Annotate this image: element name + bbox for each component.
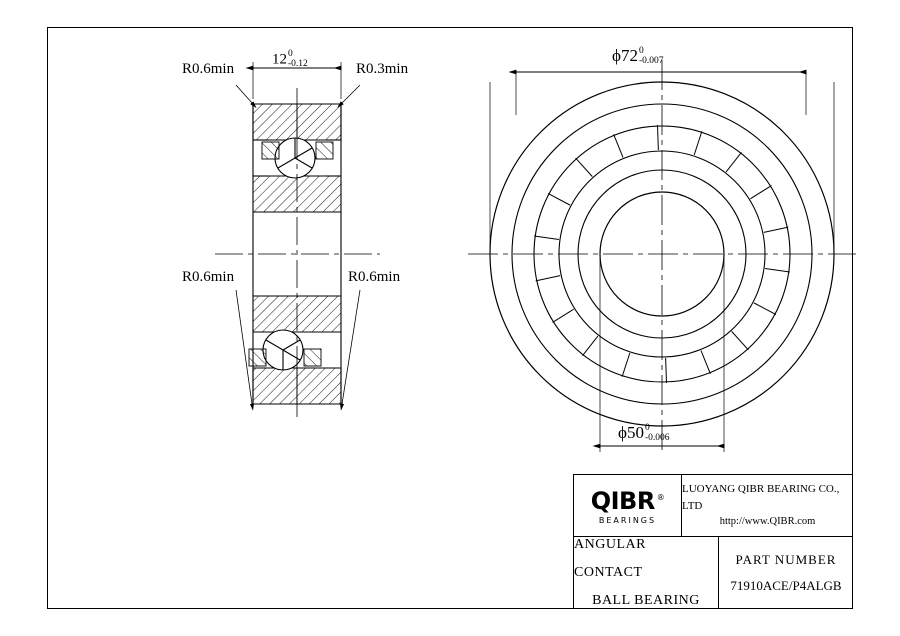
company-info <box>682 481 853 530</box>
dimension-bore-diameter-label: ϕ50 0 -0.006 <box>618 423 670 444</box>
chamfer-note-top-left: R0.6min <box>182 61 235 77</box>
dimension-width-label: 12 0 -0.12 <box>272 49 308 69</box>
front-view <box>468 60 856 452</box>
title-block-header <box>574 475 853 537</box>
product-type <box>574 537 719 609</box>
logo-brand-text: QIBR ® <box>590 486 665 515</box>
title-block <box>573 474 853 609</box>
dimension-outer-diameter-label: ϕ72 0 -0.007 <box>612 46 664 67</box>
registered-trademark-icon: ® <box>656 492 665 502</box>
product-type-line1: ANGULAR CONTACT <box>574 537 646 580</box>
chamfer-note-bottom-left: R0.6min <box>182 269 235 285</box>
company-website[interactable]: http://www.QIBR.com <box>719 516 816 528</box>
chamfer-note-top-right: R0.3min <box>356 61 409 77</box>
part-number-heading: PART NUMBER <box>735 552 837 567</box>
title-block-body <box>574 537 853 609</box>
part-number-value: 71910ACE/P4ALGB <box>730 578 842 593</box>
product-type-line2: BALL BEARING <box>592 593 700 608</box>
chamfer-note-bottom-right: R0.6min <box>348 269 401 285</box>
part-number-cell <box>719 537 853 609</box>
company-name: LUOYANG QIBR BEARING CO., LTD <box>682 483 840 512</box>
company-logo <box>574 475 682 536</box>
logo-tagline: BEARINGS <box>598 515 657 525</box>
